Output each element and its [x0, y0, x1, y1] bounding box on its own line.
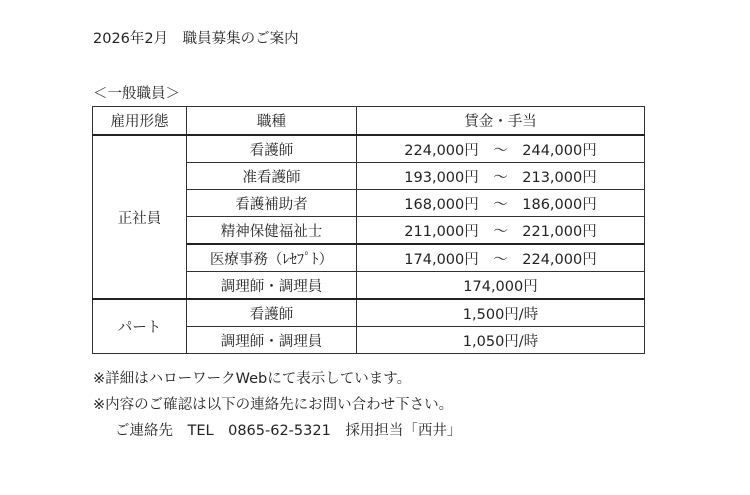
wage-cell: 174,000円 ～ 224,000円 [357, 244, 645, 272]
wage-cell: 211,000円 ～ 221,000円 [357, 217, 645, 245]
table-header-row [93, 107, 645, 136]
job-cell: 調理師・調理員 [187, 272, 357, 300]
header-wage: 賃金・手当 [357, 107, 645, 136]
job-cell: 看護師 [187, 135, 357, 163]
note-hellowork: ※詳細はハローワークWebにて表示しています。 [93, 371, 412, 387]
section-label: ＜一般職員＞ [93, 86, 180, 102]
header-employment-type: 雇用形態 [93, 107, 187, 136]
table-row [93, 299, 645, 327]
wage-cell: 168,000円 ～ 186,000円 [357, 190, 645, 217]
page-title: 2026年2月 職員募集のご案内 [93, 31, 299, 47]
table-row [93, 135, 645, 163]
wage-cell: 193,000円 ～ 213,000円 [357, 163, 645, 190]
wage-cell: 174,000円 [357, 272, 645, 300]
job-cell: 看護師 [187, 299, 357, 327]
wage-cell: 1,500円/時 [357, 299, 645, 327]
job-cell: 調理師・調理員 [187, 327, 357, 354]
header-job-type: 職種 [187, 107, 357, 136]
wage-cell: 1,050円/時 [357, 327, 645, 354]
recruitment-table [92, 106, 645, 354]
job-cell: 准看護師 [187, 163, 357, 190]
note-inquiry: ※内容のご確認は以下の連絡先にお問い合わせ下さい。 [93, 397, 454, 413]
wage-cell: 224,000円 ～ 244,000円 [357, 135, 645, 163]
employment-type-fulltime: 正社員 [93, 135, 187, 299]
contact-info: ご連絡先 TEL 0865-62-5321 採用担当「西井」 [115, 423, 462, 439]
job-cell: 精神保健福祉士 [187, 217, 357, 245]
job-cell: 医療事務（ﾚｾﾌﾟﾄ） [187, 244, 357, 272]
employment-type-parttime: パート [93, 299, 187, 354]
notes [93, 366, 461, 444]
job-cell: 看護補助者 [187, 190, 357, 217]
